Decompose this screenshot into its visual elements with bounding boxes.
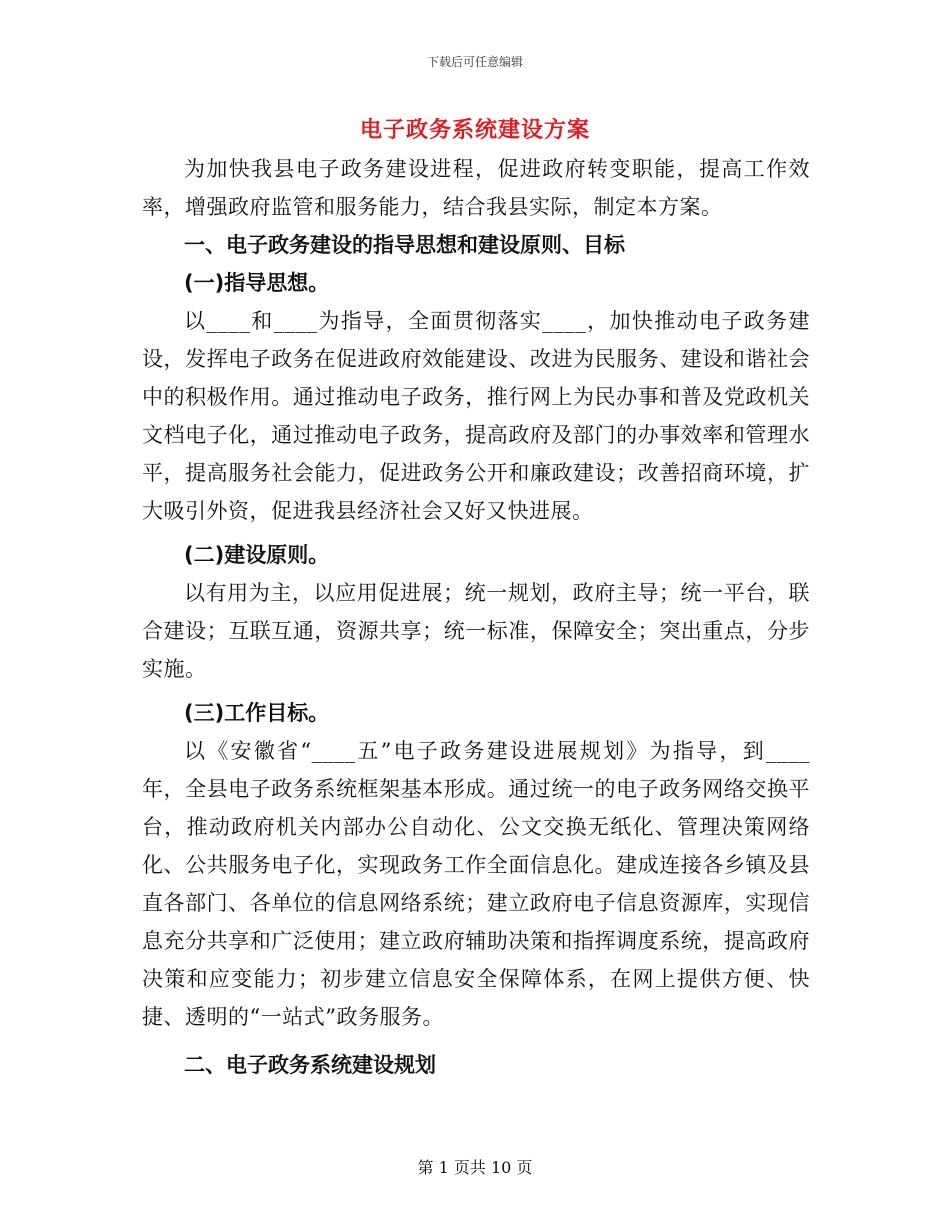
subsection-1-heading: (一)指导思想。 xyxy=(184,271,330,295)
document-title: 电子政务系统建设方案 xyxy=(359,117,590,143)
document-body xyxy=(142,150,810,1084)
subsection-3-body: 以《安徽省“____五”电子政务建设进展规划》为指导，到____年，全县电子政务系统框架基本形成。通过统一的电子政务网络交换平台，推动政府机关内部办公自动化、公文交换无纸化、管理决策网络化、公共服务电子化，实现政务工作全面信息化。建成连接各乡镇及县直各部门、各单位的信息网络系统；建立政府电子信息资源库，实现信息充分共享和广泛使用；建立政府辅助决策和指挥调度系统，提高政府决策和应变能力；初步建立信息安全保障体系，在网上提供方便、快捷、透明的“一站式”政务服务。 xyxy=(142,739,810,1029)
intro-paragraph: 为加快我县电子政务建设进程，促进政府转变职能，提高工作效率，增强政府监管和服务能力，结合我县实际，制定本方案。 xyxy=(142,157,810,219)
subsection-1-body: 以____和____为指导，全面贯彻落实____，加快推动电子政务建设，发挥电子政务在促进政府效能建设、改进为民服务、建设和谐社会中的积极作用。通过推动电子政务，推行网上为民办事和普及党政机关文档电子化，通过推动电子政务，提高政府及部门的办事效率和管理水平，提高服务社会能力，促进政务公开和廉政建设；改善招商环境，扩大吸引外资，促进我县经济社会又好又快进展。 xyxy=(142,309,810,523)
subsection-2-heading: (二)建设原则。 xyxy=(184,543,330,567)
subsection-3-heading: (三)工作目标。 xyxy=(184,701,330,725)
page-number: 第 1 页共 10 页 xyxy=(417,1158,533,1177)
section-2-heading: 二、电子政务系统建设规划 xyxy=(184,1053,436,1077)
section-1-heading: 一、电子政务建设的指导思想和建设原则、目标 xyxy=(184,233,625,257)
subsection-2-body: 以有用为主，以应用促进展；统一规划，政府主导；统一平台，联合建设；互联互通，资源共享；统一标准，保障安全；突出重点，分步实施。 xyxy=(142,581,810,681)
header-note: 下载后可任意编辑 xyxy=(426,55,523,69)
